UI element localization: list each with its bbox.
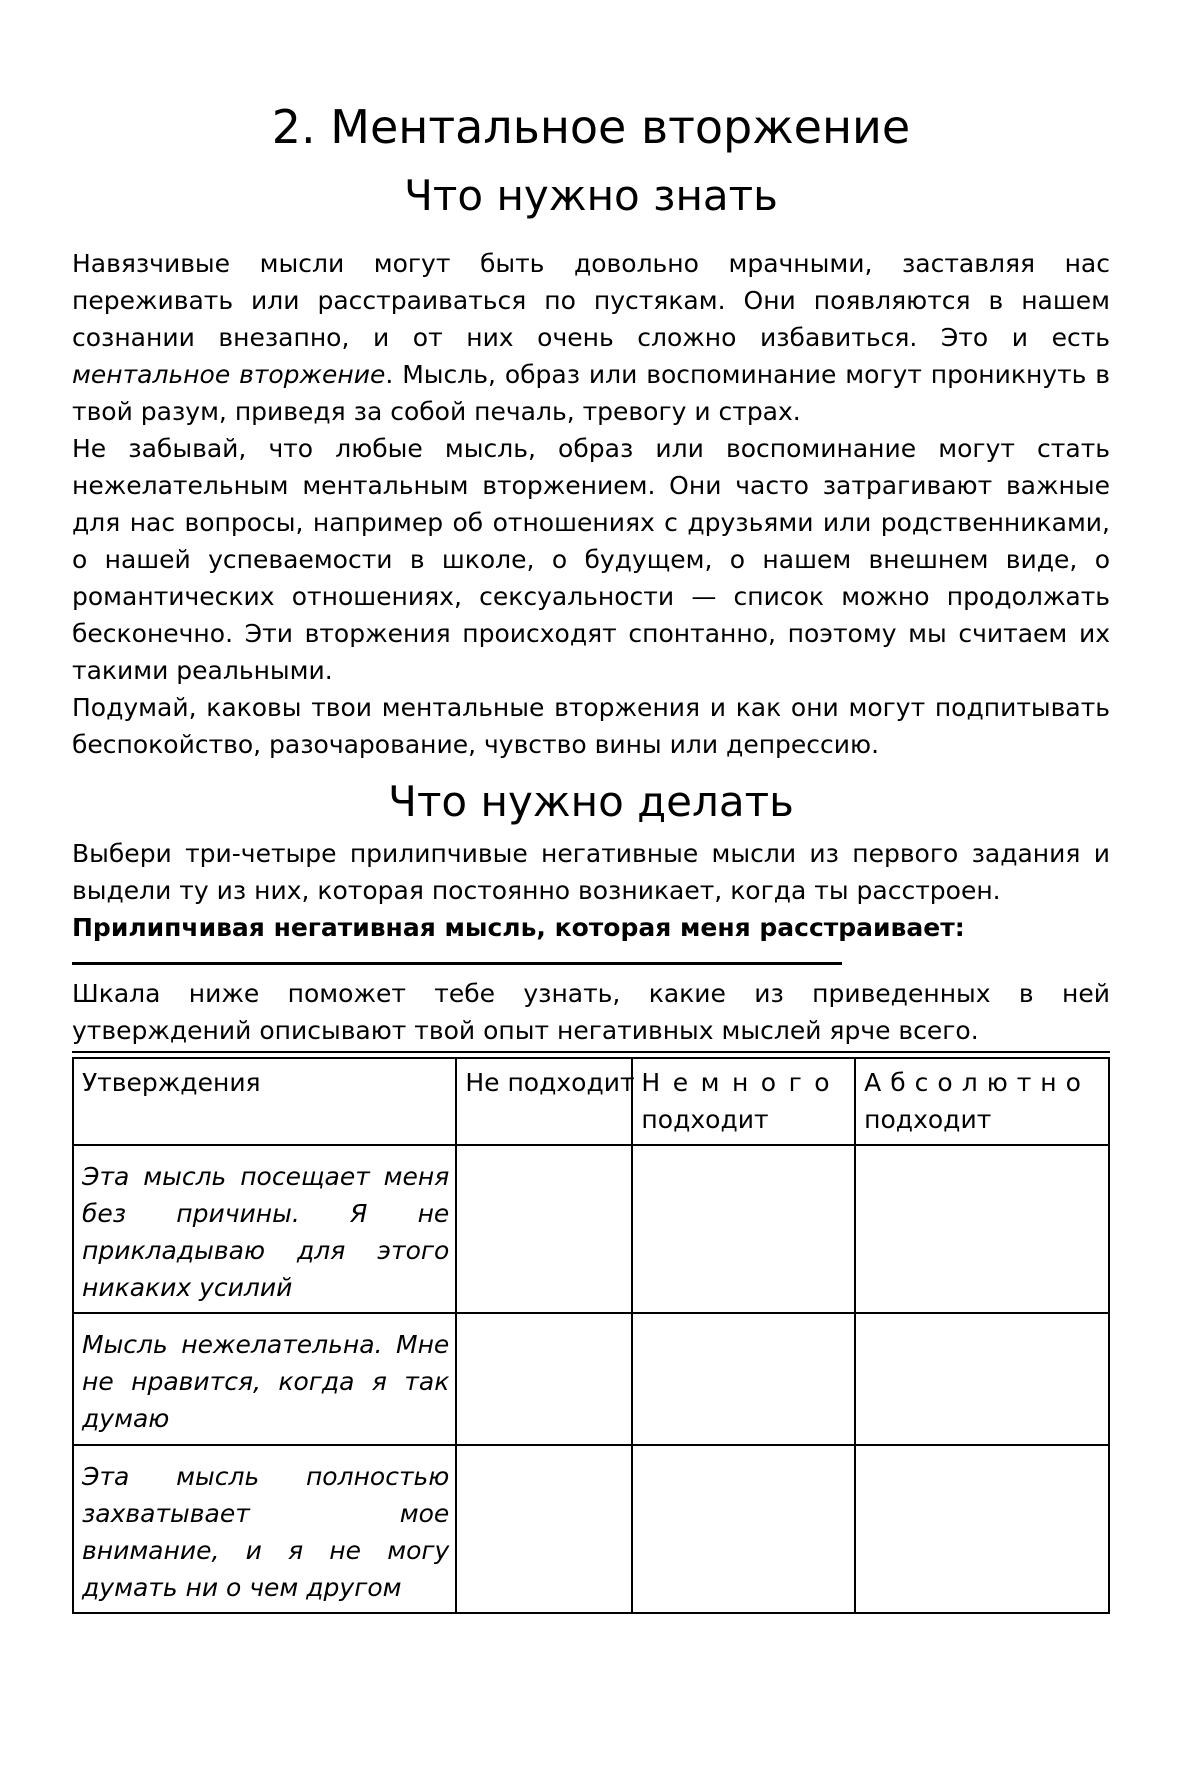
table-top-rule — [72, 1051, 1110, 1053]
answer-cell-not-fit[interactable] — [456, 1445, 632, 1613]
column-header-somewhat-fit — [632, 1058, 855, 1145]
paragraph-think: Подумай, каковы твои ментальные вторжения и как они могут подпитывать беспокойство, разочарование, чувство вины или депрессию. — [72, 693, 1110, 759]
sticky-thought-prompt: Прилипчивая негативная мысль, которая меня расстраивает: — [72, 913, 965, 942]
table-row-statement-3 — [73, 1445, 1109, 1613]
answer-write-in-line[interactable] — [72, 962, 842, 965]
column-header-not-fit — [456, 1058, 635, 1145]
statement-text: Эта мысль посещает меня без причины. Я не прикладываю для этого никаких усилий — [73, 1145, 456, 1313]
column-header-absolutely-fit — [855, 1058, 1109, 1145]
answer-cell-somewhat-fit[interactable] — [632, 1445, 855, 1613]
column-header-absolutely-line1: Абсолютно — [864, 1068, 1090, 1097]
paragraph-scale-intro: Шкала ниже поможет тебе узнать, какие из приведенных в ней утверждений описывают твой опыт негативных мыслей ярче всего. — [72, 979, 1110, 1045]
page-title: 2. Ментальное вторжение — [271, 100, 911, 154]
statement-text: Эта мысль полностью захватывает мое внимание, и я не могу думать ни о чем другом — [73, 1445, 456, 1613]
column-header-statements — [73, 1058, 456, 1145]
answer-cell-not-fit[interactable] — [456, 1313, 632, 1445]
intro-italic-term: ментальное вторжение — [72, 360, 386, 389]
section-heading-do: Что нужно делать — [388, 777, 794, 826]
table-header-row — [73, 1058, 1109, 1145]
column-header-not-fit-label: Не подходит — [465, 1068, 635, 1097]
intro-text-end: . Мысль, образ или воспоминание могут проникнуть в твой разум, приведя за собой печаль, тревогу и страх. — [72, 360, 1111, 426]
paragraph-remember: Не забывай, что любые мысль, образ или воспоминание могут стать нежелательным ментальным вторжением. Они часто затрагивают важные для нас вопросы, например об отношениях с друзьями или родственниками, о нашей успеваемости в школе, о будущем, о нашем внешнем виде, о романтических отношениях, сексуальности — список можно продолжать бесконечно. Эти вторжения происходят спонтанно, поэтому мы считаем их такими реальными. — [72, 434, 1110, 685]
answer-cell-not-fit[interactable] — [456, 1145, 632, 1313]
statements-rating-table — [72, 1057, 1110, 1614]
column-header-statements-label: Утверждения — [82, 1068, 261, 1097]
section-heading-know: Что нужно знать — [404, 171, 778, 220]
answer-cell-absolutely-fit[interactable] — [855, 1145, 1109, 1313]
statement-text: Мысль нежелательна. Мне не нравится, когда я так думаю — [73, 1313, 456, 1445]
column-header-somewhat-line2: подходит — [641, 1105, 769, 1134]
answer-cell-absolutely-fit[interactable] — [855, 1445, 1109, 1613]
column-header-absolutely-line2: подходит — [864, 1105, 992, 1134]
answer-cell-somewhat-fit[interactable] — [632, 1145, 855, 1313]
answer-cell-absolutely-fit[interactable] — [855, 1313, 1109, 1445]
column-header-somewhat-line1: Немного — [641, 1068, 843, 1097]
answer-cell-somewhat-fit[interactable] — [632, 1313, 855, 1445]
table-row-statement-1 — [73, 1145, 1109, 1313]
table-row-statement-2 — [73, 1313, 1109, 1445]
intro-text-start: Навязчивые мысли могут быть довольно мрачными, заставляя нас переживать или расстраиваться по пустякам. Они появляются в нашем сознании внезапно, и от них очень сложно избавиться. Это и есть — [72, 249, 1110, 352]
paragraph-intrusion-intro — [72, 245, 1110, 430]
paragraph-instructions: Выбери три-четыре прилипчивые негативные мысли из первого задания и выдели ту из них, которая постоянно возникает, когда ты расстроен. — [72, 839, 1110, 905]
